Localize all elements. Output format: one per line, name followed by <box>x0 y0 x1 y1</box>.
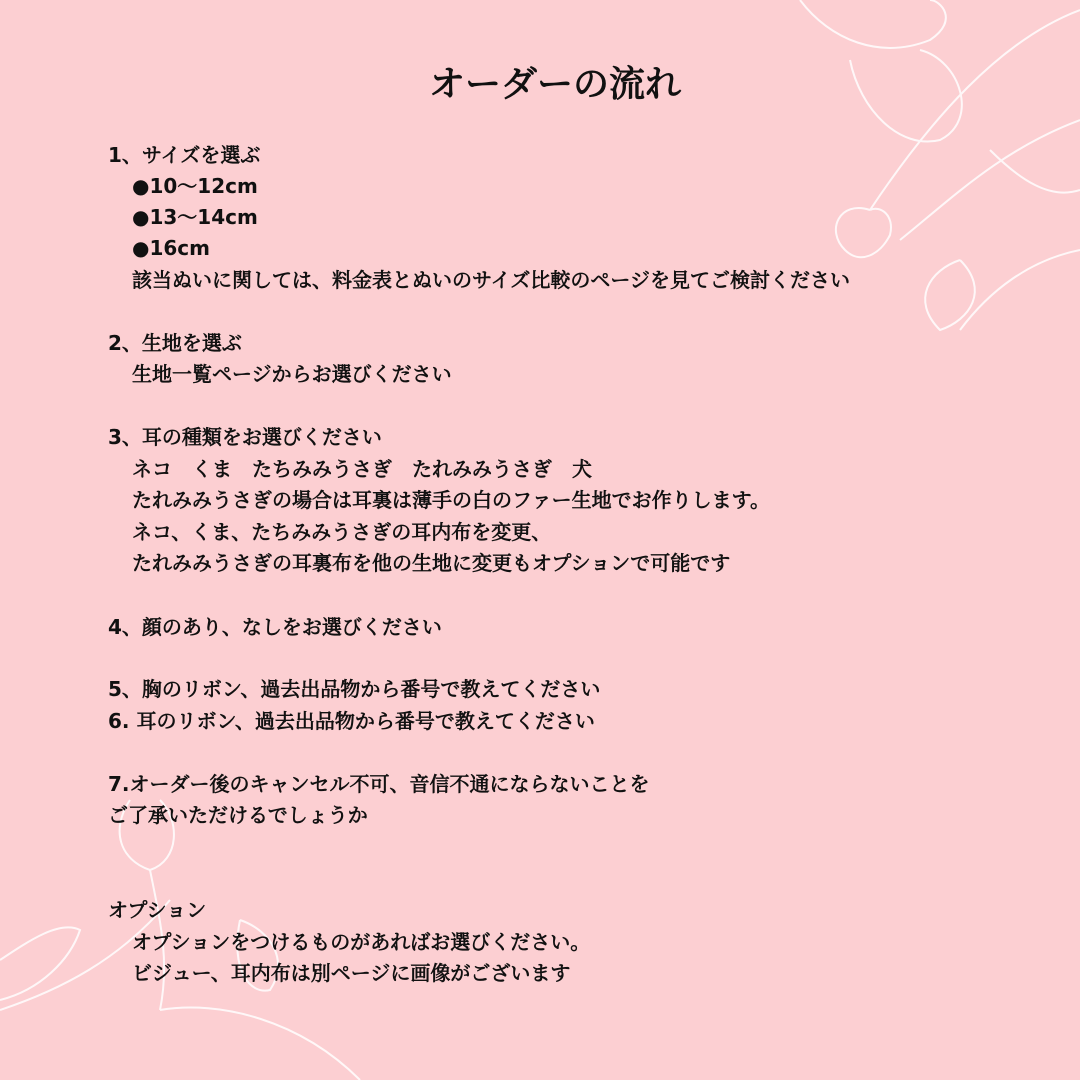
step-6-heading: 6. 耳のリボン、過去出品物から番号で教えてください <box>108 709 595 733</box>
size-option-2: ●13〜14cm <box>132 205 258 229</box>
ear-note-3: たれみみうさぎの耳裏布を他の生地に変更もオプションで可能です <box>132 551 731 575</box>
fabric-note: 生地一覧ページからお選びください <box>132 362 452 386</box>
ear-note-1: たれみみうさぎの場合は耳裏は薄手の白のファー生地でお作りします。 <box>132 488 770 512</box>
size-option-1: ●10〜12cm <box>132 174 258 198</box>
step-5-heading: 5、胸のリボン、過去出品物から番号で教えてください <box>108 677 601 701</box>
step-2-heading: 2、生地を選ぶ <box>108 331 242 355</box>
step-3-heading: 3、耳の種類をお選びください <box>108 425 382 449</box>
step-4-heading: 4、顔のあり、なしをお選びください <box>108 615 442 639</box>
options-heading: オプション <box>108 898 207 922</box>
ear-note-2: ネコ、くま、たちみみうさぎの耳内布を変更、 <box>132 520 552 544</box>
page-title: オーダーの流れ <box>428 64 681 105</box>
step-1-heading: 1、サイズを選ぶ <box>108 143 261 167</box>
step-7-continued: ご了承いただけるでしょうか <box>108 803 368 827</box>
options-note-2: ビジュー、耳内布は別ページに画像がございます <box>132 961 571 985</box>
ear-types: ネコ くま たちみみうさぎ たれみみうさぎ 犬 <box>132 457 592 481</box>
options-note-1: オプションをつけるものがあればお選びください。 <box>132 930 591 954</box>
step-7-heading: 7.オーダー後のキャンセル不可、音信不通にならないことを <box>108 772 650 796</box>
size-note: 該当ぬいに関しては、料金表とぬいのサイズ比較のページを見てご検討ください <box>132 268 850 292</box>
size-option-3: ●16cm <box>132 236 210 260</box>
